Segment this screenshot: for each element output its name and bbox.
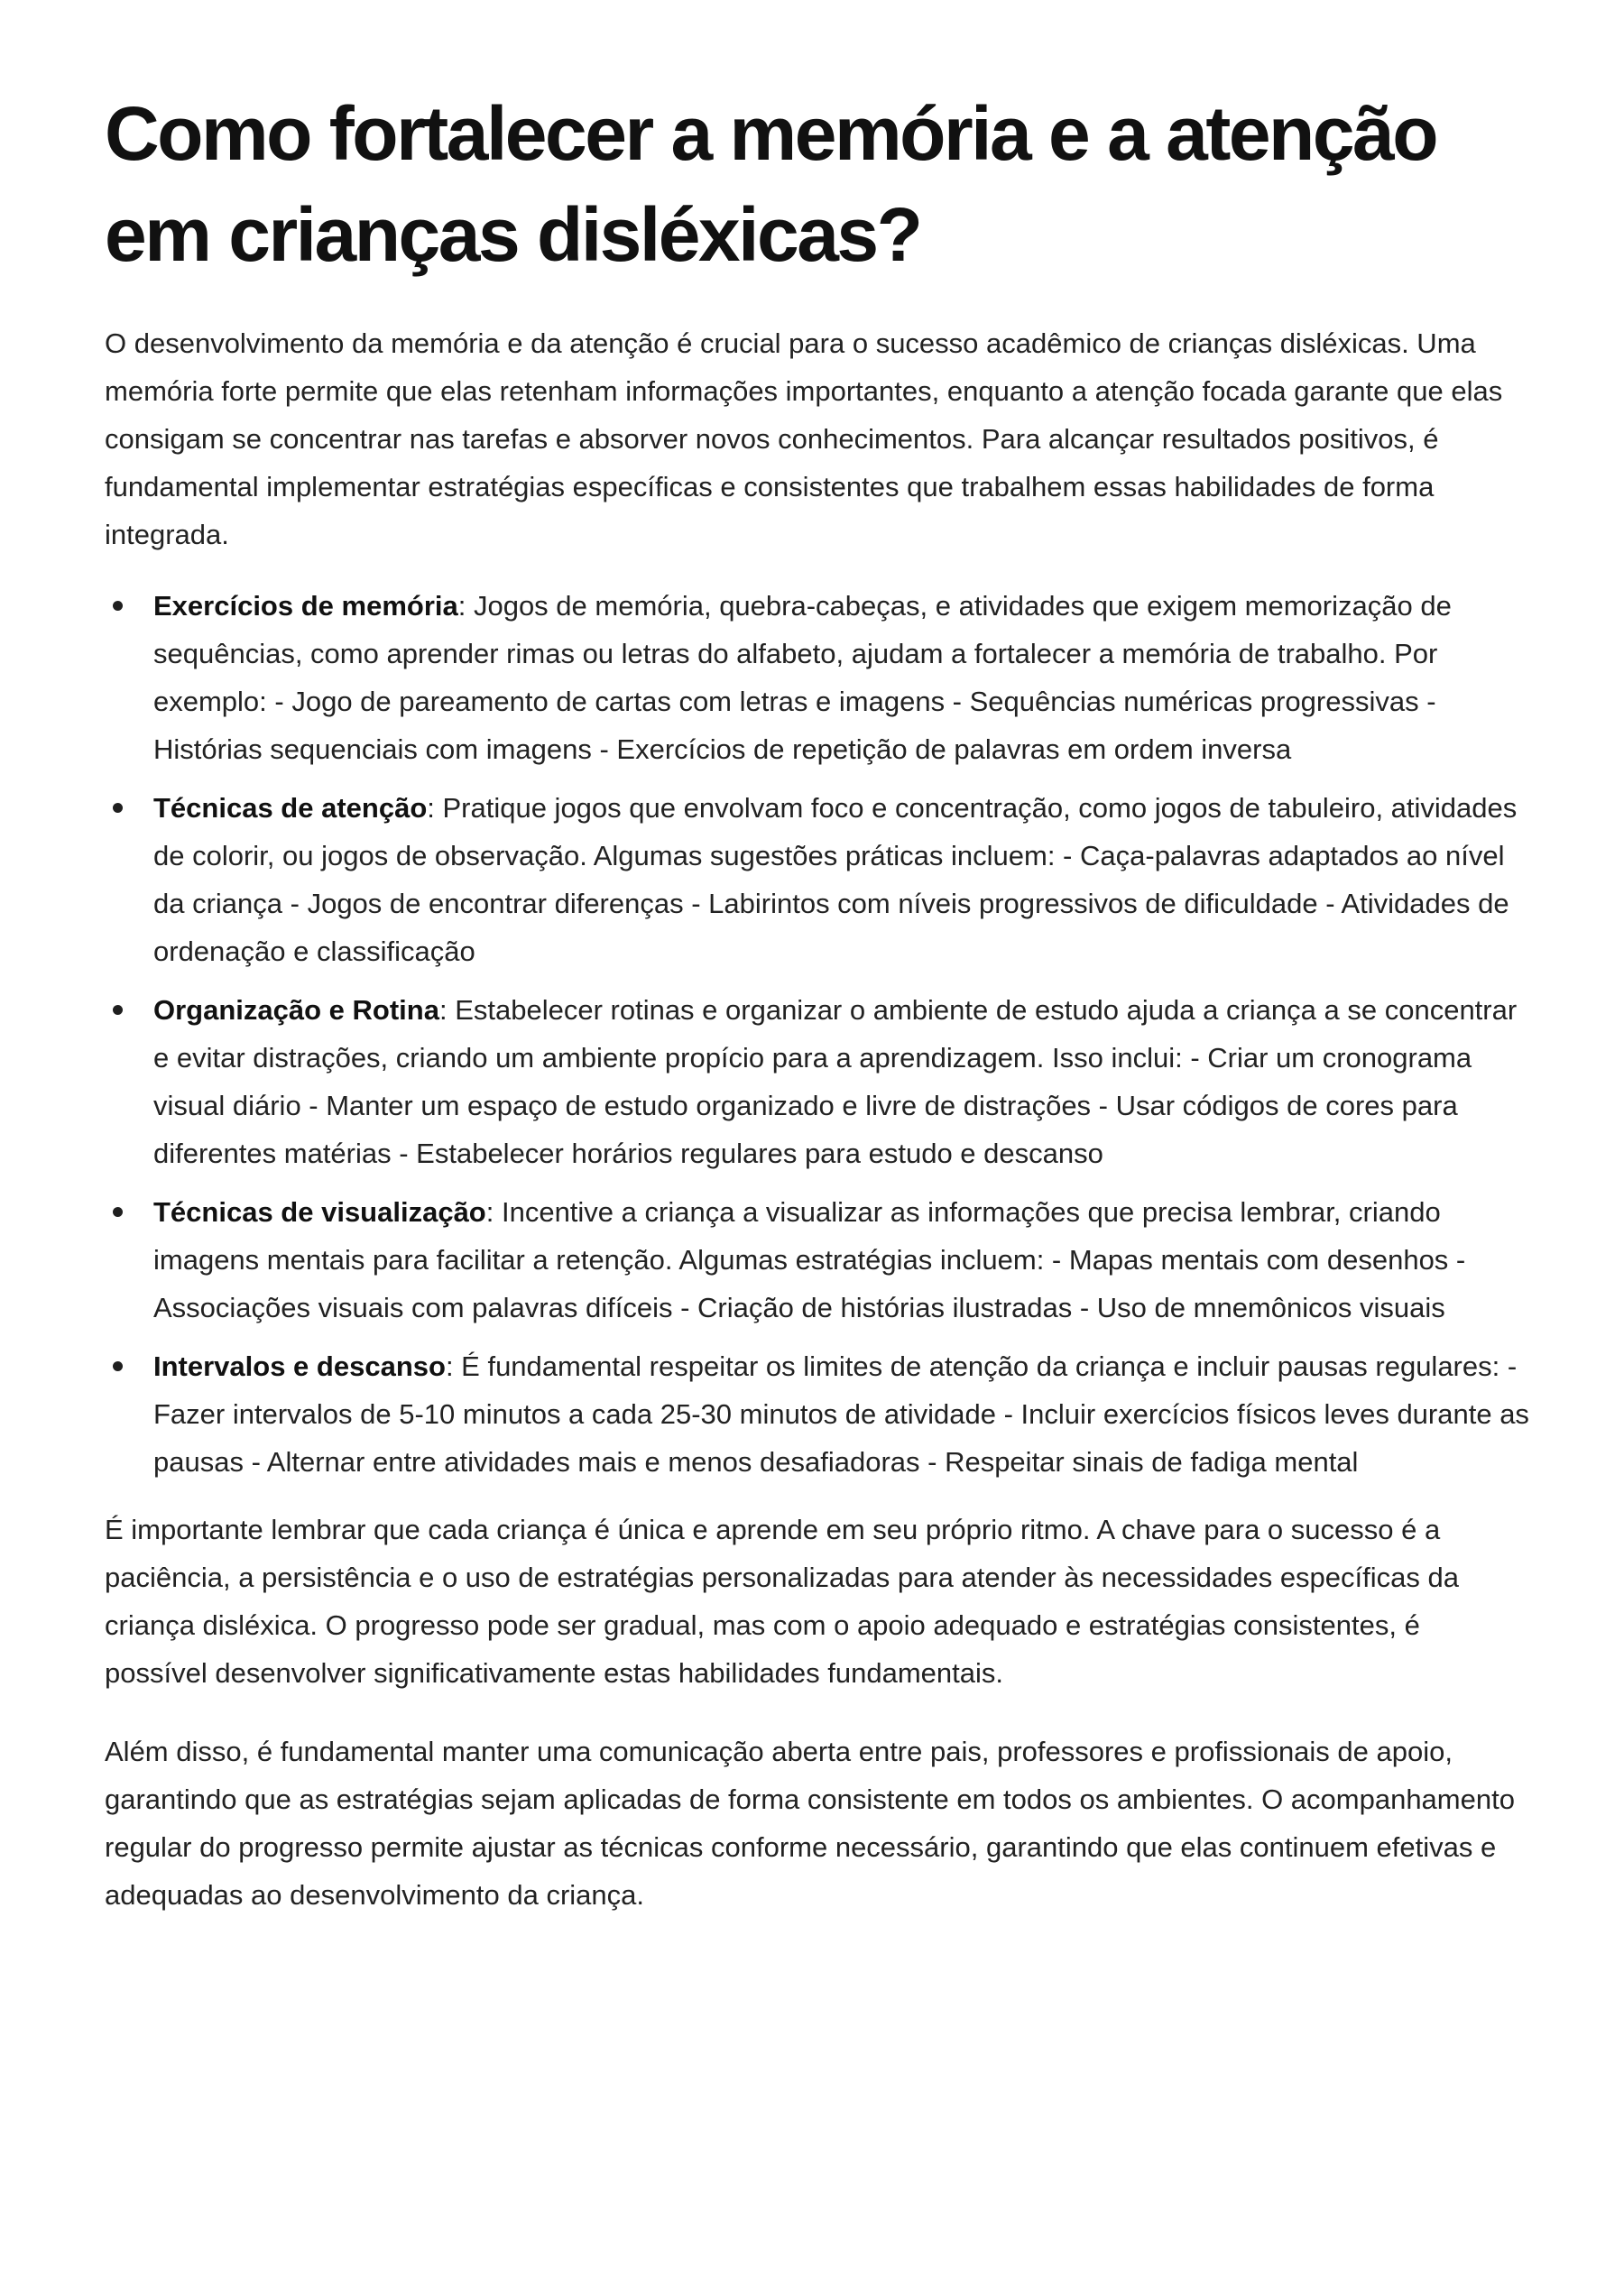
- list-item-term: Intervalos e descanso: [153, 1350, 446, 1382]
- bullet-icon: [113, 601, 123, 611]
- list-item-text: : Incentive a criança a visualizar as informações que precisa lembrar, criando imagens mentais para facilitar a retenção. Algumas estratégias incluem: - Mapas mentais com desenhos - Associações visuais com palavras difíceis - Criação de histórias ilustradas - Uso de mnemônicos visuais: [153, 1196, 1466, 1323]
- list-item-text: : Estabelecer rotinas e organizar o ambiente de estudo ajuda a criança a se concentrar e evitar distrações, criando um ambiente propício para a aprendizagem. Isso inclui: - Criar um cronograma visual diário - Manter um espaço de estudo organizado e livre de distrações - Usar códigos de cores para diferentes matérias - Estabelecer horários regulares para estudo e descanso: [153, 994, 1518, 1169]
- list-item-text: : Jogos de memória, quebra-cabeças, e atividades que exigem memorização de sequências, como aprender rimas ou letras do alfabeto, ajudam a fortalecer a memória de trabalho. Por exemplo: - Jogo de pareamento de cartas com letras e imagens - Sequências numéricas progressivas - Histórias sequenciais com imagens - Exercícios de repetição de palavras em ordem inversa: [153, 590, 1452, 765]
- list-item: [105, 1188, 1530, 1332]
- list-item: [105, 582, 1530, 773]
- page-title: Como fortalecer a memória e a atenção em crianças disléxicas?: [105, 91, 1437, 277]
- list-item-term: Organização e Rotina: [153, 994, 439, 1026]
- list-item: [105, 986, 1530, 1177]
- list-item: [105, 1342, 1530, 1486]
- list-item-term: Técnicas de visualização: [153, 1196, 486, 1228]
- list-item-text: : É fundamental respeitar os limites de atenção da criança e incluir pausas regulares: - Fazer intervalos de 5-10 minutos a cada 25-30 minutos de atividade - Incluir exercícios físicos leves durante as pausas - Alternar entre atividades mais e menos desafiadoras - Respeitar sinais de fadiga mental: [153, 1350, 1529, 1478]
- strategy-list: [105, 582, 1530, 1486]
- bullet-icon: [113, 1361, 123, 1371]
- list-item: [105, 784, 1530, 975]
- bullet-icon: [113, 1005, 123, 1015]
- intro-paragraph: O desenvolvimento da memória e da atenção é crucial para o sucesso acadêmico de crianças disléxicas. Uma memória forte permite que elas retenham informações importantes, enquanto a atenção focada garante que elas consigam se concentrar nas tarefas e absorver novos conhecimentos. Para alcançar resultados positivos, é fundamental implementar estratégias específicas e consistentes que trabalhem essas habilidades de forma integrada.: [105, 327, 1503, 550]
- list-item-term: Exercícios de memória: [153, 590, 458, 622]
- closing-paragraph: É importante lembrar que cada criança é única e aprende em seu próprio ritmo. A chave para o sucesso é a paciência, a persistência e o uso de estratégias personalizadas para atender às necessidades específicas da criança disléxica. O progresso pode ser gradual, mas com o apoio adequado e estratégias consistentes, é possível desenvolver significativamente estas habilidades fundamentais.: [105, 1514, 1459, 1689]
- bullet-icon: [113, 803, 123, 813]
- list-item-text: : Pratique jogos que envolvam foco e concentração, como jogos de tabuleiro, atividades de colorir, ou jogos de observação. Algumas sugestões práticas incluem: - Caça-palavras adaptados ao nível da criança - Jogos de encontrar diferenças - Labirintos com níveis progressivos de dificuldade - Atividades de ordenação e classificação: [153, 792, 1518, 967]
- closing-paragraph: Além disso, é fundamental manter uma comunicação aberta entre pais, professores e profissionais de apoio, garantindo que as estratégias sejam aplicadas de forma consistente em todos os ambientes. O acompanhamento regular do progresso permite ajustar as técnicas conforme necessário, garantindo que elas continuem efetivas e adequadas ao desenvolvimento da criança.: [105, 1736, 1515, 1911]
- bullet-icon: [113, 1207, 123, 1217]
- document-page: [105, 83, 1530, 1919]
- list-item-term: Técnicas de atenção: [153, 792, 428, 824]
